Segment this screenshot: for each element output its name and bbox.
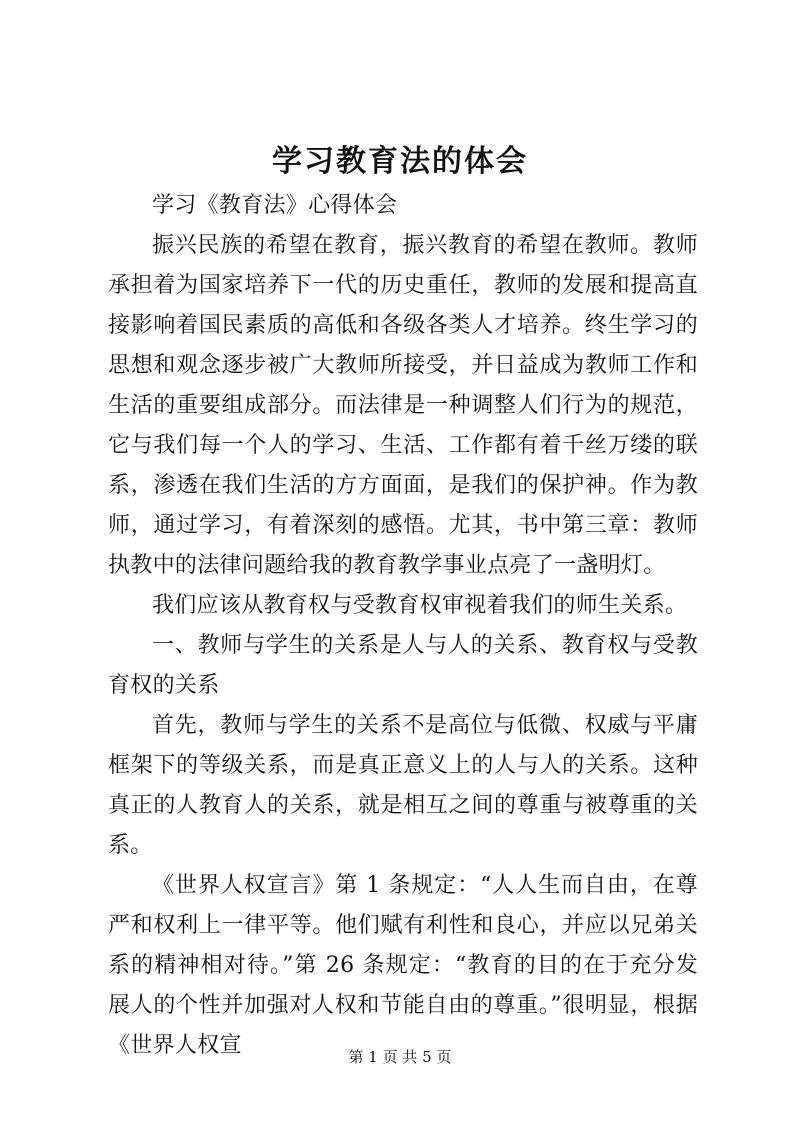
paragraph-relationship: 我们应该从教育权与受教育权审视着我们的师生关系。 [152, 593, 688, 618]
paragraph-declaration: 《世界人权宣言》第 1 条规定：“人人生而自由，在尊严和权利上一律平等。他们赋有利性和良心，并应以兄弟关系的精神相对待。”第 26 条规定：“教育的目的在于充分发展人的个性并加强对人权和节能自由的尊重。”很明显，根据《世界人权宣 [108, 873, 698, 1058]
paragraph-first: 首先，教师与学生的关系不是高位与低微、权威与平庸框架下的等级关系，而是真正意义上的人与人的关系。这种真正的人教育人的关系，就是相互之间的尊重与被尊重的关系。 [108, 713, 698, 858]
page-footer: 第 1 页 共 5 页 [348, 1048, 452, 1066]
document-title: 学习教育法的体会 [272, 144, 528, 179]
section-heading-one: 一、教师与学生的关系是人与人的关系、教育权与受教育权的关系 [108, 633, 698, 698]
document-body [108, 186, 698, 1066]
paragraph-subtitle: 学习《教育法》心得体会 [152, 193, 398, 218]
paragraph-intro: 振兴民族的希望在教育，振兴教育的希望在教师。教师承担着为国家培养下一代的历史重任，教师的发展和提高直接影响着国民素质的高低和各级各类人才培养。终生学习的思想和观念逐步被广大教师所接受，并日益成为教师工作和生活的重要组成部分。而法律是一种调整人们行为的规范，它与我们每一个人的学习、生活、工作都有着千丝万缕的联系，渗透在我们生活的方方面面，是我们的保护神。作为教师，通过学习，有着深刻的感悟。尤其，书中第三章：教师执教中的法律问题给我的教育教学事业点亮了一盏明灯。 [108, 233, 698, 578]
